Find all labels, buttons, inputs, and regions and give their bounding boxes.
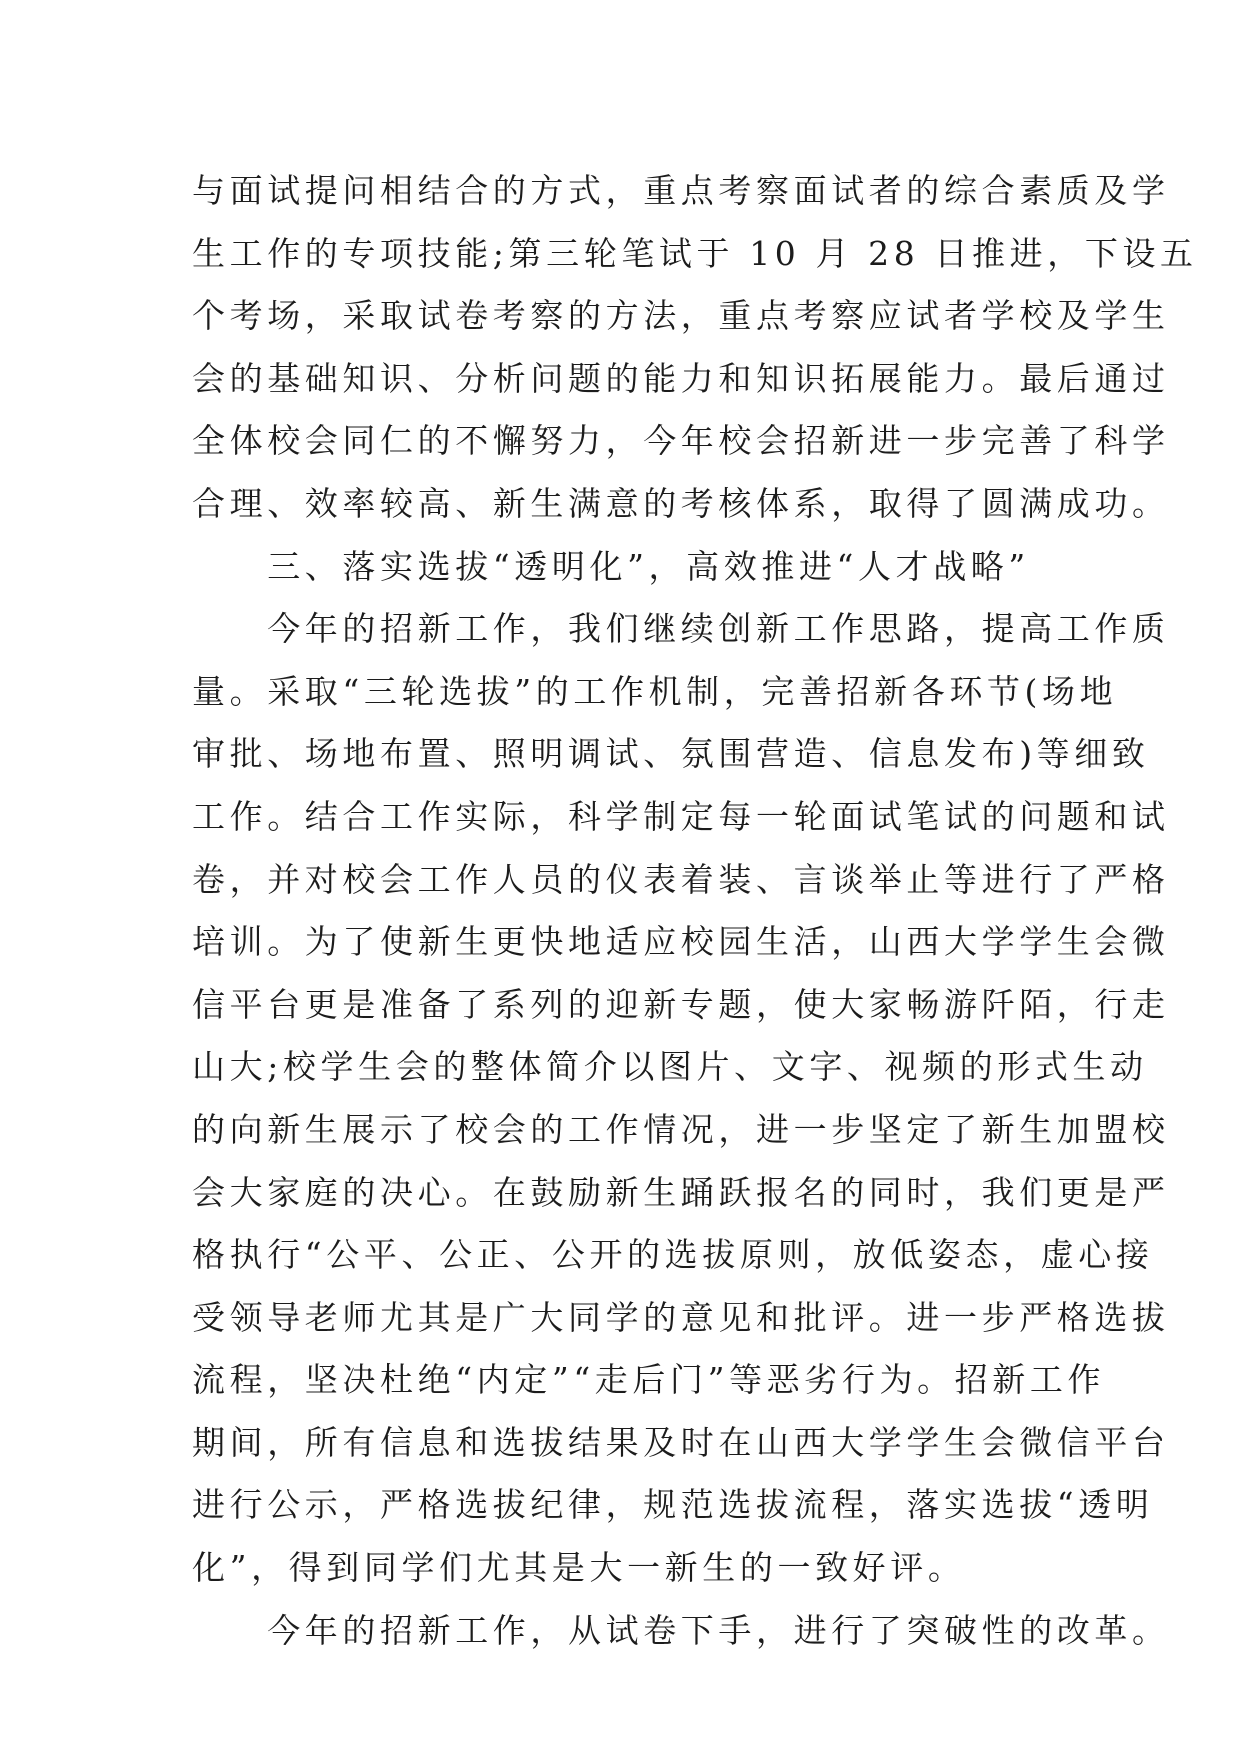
text-line: 流程，坚决杜绝“内定”“走后门”等恶劣行为。招新工作 bbox=[192, 1360, 1106, 1400]
text-line: 卷，并对校会工作人员的仪表着装、言谈举止等进行了严格 bbox=[192, 859, 1170, 899]
text-line: 进行公示，严格选拔纪律，规范选拔流程，落实选拔“透明 bbox=[192, 1485, 1154, 1525]
text-line: 与面试提问相结合的方式，重点考察面试者的综合素质及学 bbox=[192, 171, 1170, 210]
text-line: 的向新生展示了校会的工作情况，进一步坚定了新生加盟校 bbox=[192, 1109, 1170, 1149]
text-line: 合理、效率较高、新生满意的考核体系，取得了圆满成功。 bbox=[192, 483, 1170, 523]
text-line: 信平台更是准备了系列的迎新专题，使大家畅游阡陌，行走 bbox=[192, 984, 1170, 1024]
text-line: 工作。结合工作实际，科学制定每一轮面试笔试的问题和试 bbox=[192, 796, 1170, 836]
text-line: 会的基础知识、分析问题的能力和知识拓展能力。最后通过 bbox=[192, 358, 1170, 398]
text-line: 量。采取“三轮选拔”的工作机制，完善招新各环节(场地 bbox=[192, 671, 1118, 711]
text-line: 审批、场地布置、照明调试、氛围营造、信息发布)等细致 bbox=[192, 734, 1150, 774]
text-line: 生工作的专项技能;第三轮笔试于 10 月 28 日推进，下设五 bbox=[192, 233, 1198, 273]
text-line: 今年的招新工作，我们继续创新工作思路，提高工作质 bbox=[192, 609, 1170, 649]
body-text bbox=[192, 160, 1198, 1662]
text-line: 受领导老师尤其是广大同学的意见和批评。进一步严格选拔 bbox=[192, 1297, 1170, 1337]
section-heading: 三、落实选拔“透明化”，高效推进“人才战略” bbox=[192, 546, 1030, 586]
text-line: 会大家庭的决心。在鼓励新生踊跃报名的同时，我们更是严 bbox=[192, 1172, 1170, 1212]
text-line: 培训。为了使新生更快地适应校园生活，山西大学学生会微 bbox=[192, 922, 1170, 962]
text-line: 今年的招新工作，从试卷下手，进行了突破性的改革。 bbox=[192, 1610, 1170, 1650]
text-line: 期间，所有信息和选拔结果及时在山西大学学生会微信平台 bbox=[192, 1422, 1170, 1462]
text-line: 全体校会同仁的不懈努力，今年校会招新进一步完善了科学 bbox=[192, 421, 1170, 461]
text-line: 山大;校学生会的整体简介以图片、文字、视频的形式生动 bbox=[192, 1047, 1148, 1087]
text-line: 格执行“公平、公正、公开的选拔原则，放低姿态，虚心接 bbox=[192, 1235, 1154, 1275]
text-line: 个考场，采取试卷考察的方法，重点考察应试者学校及学生 bbox=[192, 296, 1170, 336]
text-line: 化”，得到同学们尤其是大一新生的一致好评。 bbox=[192, 1548, 966, 1588]
